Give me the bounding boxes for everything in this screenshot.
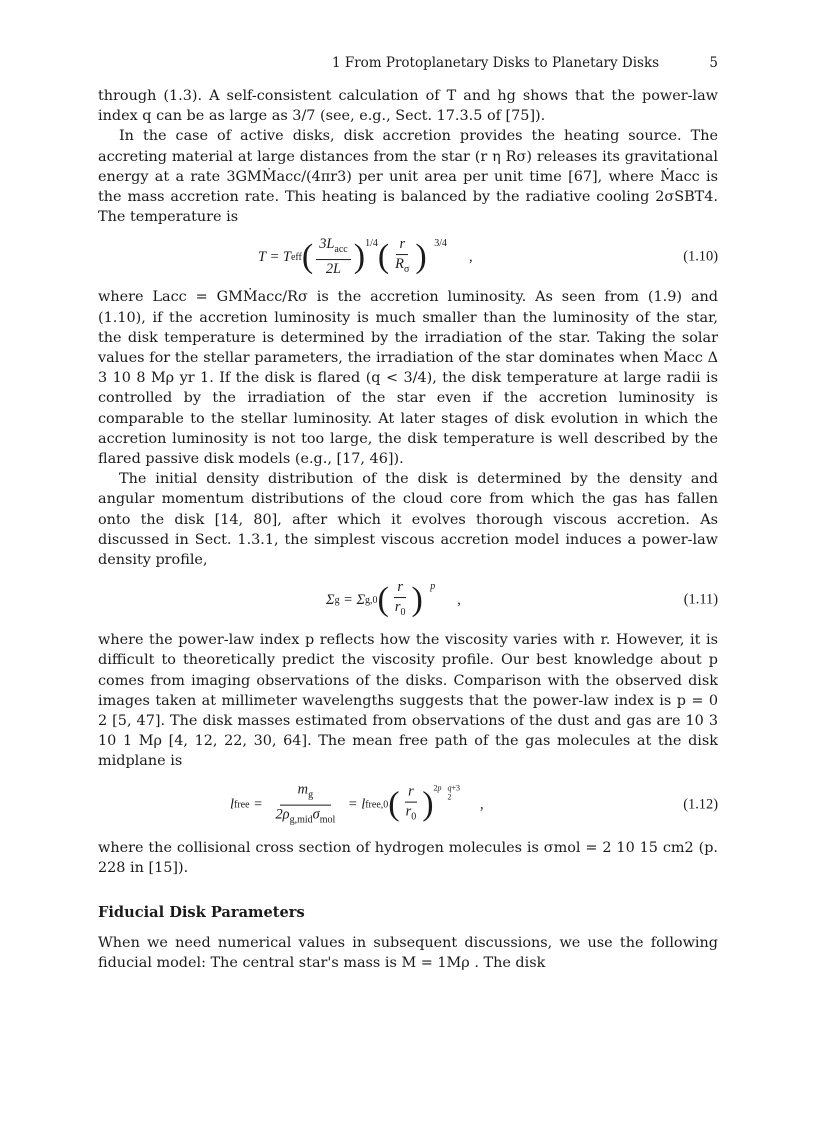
running-head (98, 52, 718, 74)
equation-number: (1.10) (683, 248, 718, 265)
chapter-title: 1 From Protoplanetary Disks to Planetary Disks (331, 55, 660, 71)
paragraph: where the power-law index p reflects how the viscosity varies with r. However, it is difficult to theoretically predict the viscosity profile. Our best knowledge about p comes from imaging observations of the disks. Comparison with the observed disk images taken at millimeter wavelengths suggests that the power-law index is p = 0 2 [5, 47]. The disk masses estimated from observations of the dust and gas are 10 3 10 1 Mρ [4, 12, 22, 30, 64]. The mean free path of the gas molecules at the disk midplane is (98, 632, 718, 770)
paragraph: When we need numerical values in subsequent discussions, we use the following fiducial model: The central star's mass is M = 1Mρ . The disk (98, 935, 718, 972)
page-number: 5 (709, 55, 718, 71)
paragraph: In the case of active disks, disk accretion provides the heating source. The accreting material at large distances from the star (r η Rσ) releases its gravitational energy at a rate 3GMṀacc/(4πr3) per unit area per unit time [67], where Ṁacc is the mass accretion rate. This heating is balanced by the radiative cooling 2σSBT4. The temperature is (98, 128, 718, 226)
section-heading: Fiducial Disk Parameters (98, 904, 305, 922)
equation-1-11: Σ g = Σ g,0 ( $\frac{r}{r_0}$ ) p , (1.11) (326, 579, 718, 619)
paragraph: through (1.3). A self-consistent calculation of T and hg shows that the power-law index q can be as large as 3/7 (see, e.g., Sect. 17.3.5 of [75]). (98, 88, 718, 125)
paragraph: The initial density distribution of the disk is determined by the density and angular momentum distributions of the cloud core from which the gas has fallen onto the disk [14, 80], after which it evolves thorough viscous accretion. As discussed in Sect. 1.3.1, the simplest viscous accretion model induces a power-law density profile, (98, 471, 718, 569)
paragraph: where the collisional cross section of hydrogen molecules is σmol = 2 10 15 cm2 (p. 228 in [15]). (98, 839, 718, 876)
equation-number: (1.12) (683, 796, 718, 813)
equation-1-10: T = T eff ( $\frac{3L_{acc}}{2L}$ ) 1/4 ( $\frac{r}{R_\sigma}$ ) 3/4 , (1.10) (258, 236, 718, 278)
paragraph: where Lacc = GMṀacc/Rσ is the accretion luminosity. As seen from (1.9) and (1.10), if the accretion luminosity is much smaller than the luminosity of the star, the disk temperature is determined by the irradiation of the star. Taking the solar values for the stellar parameters, the irradiation of the star dominates when Ṁacc Δ 3 10 8 Mρ yr 1. If the disk is flared (q < 3/4), the disk temperature at large radii is controlled by the irradiation of the star even if the accretion luminosity is comparable to the stellar luminosity. At later stages of disk evolution in which the accretion luminosity is not too large, the disk temperature is well described by the flared passive disk models (e.g., [17, 46]). (98, 289, 718, 468)
equation-number: (1.11) (683, 591, 718, 608)
equation-1-12: l free = $\frac{m_g}{2\rho_{g,mid}\sigma_{mol}}$ = l free,0 ( $\frac{r}{r_0}$ ) 2p q+3 2 , (1.12) (230, 781, 718, 826)
page (98, 52, 718, 974)
